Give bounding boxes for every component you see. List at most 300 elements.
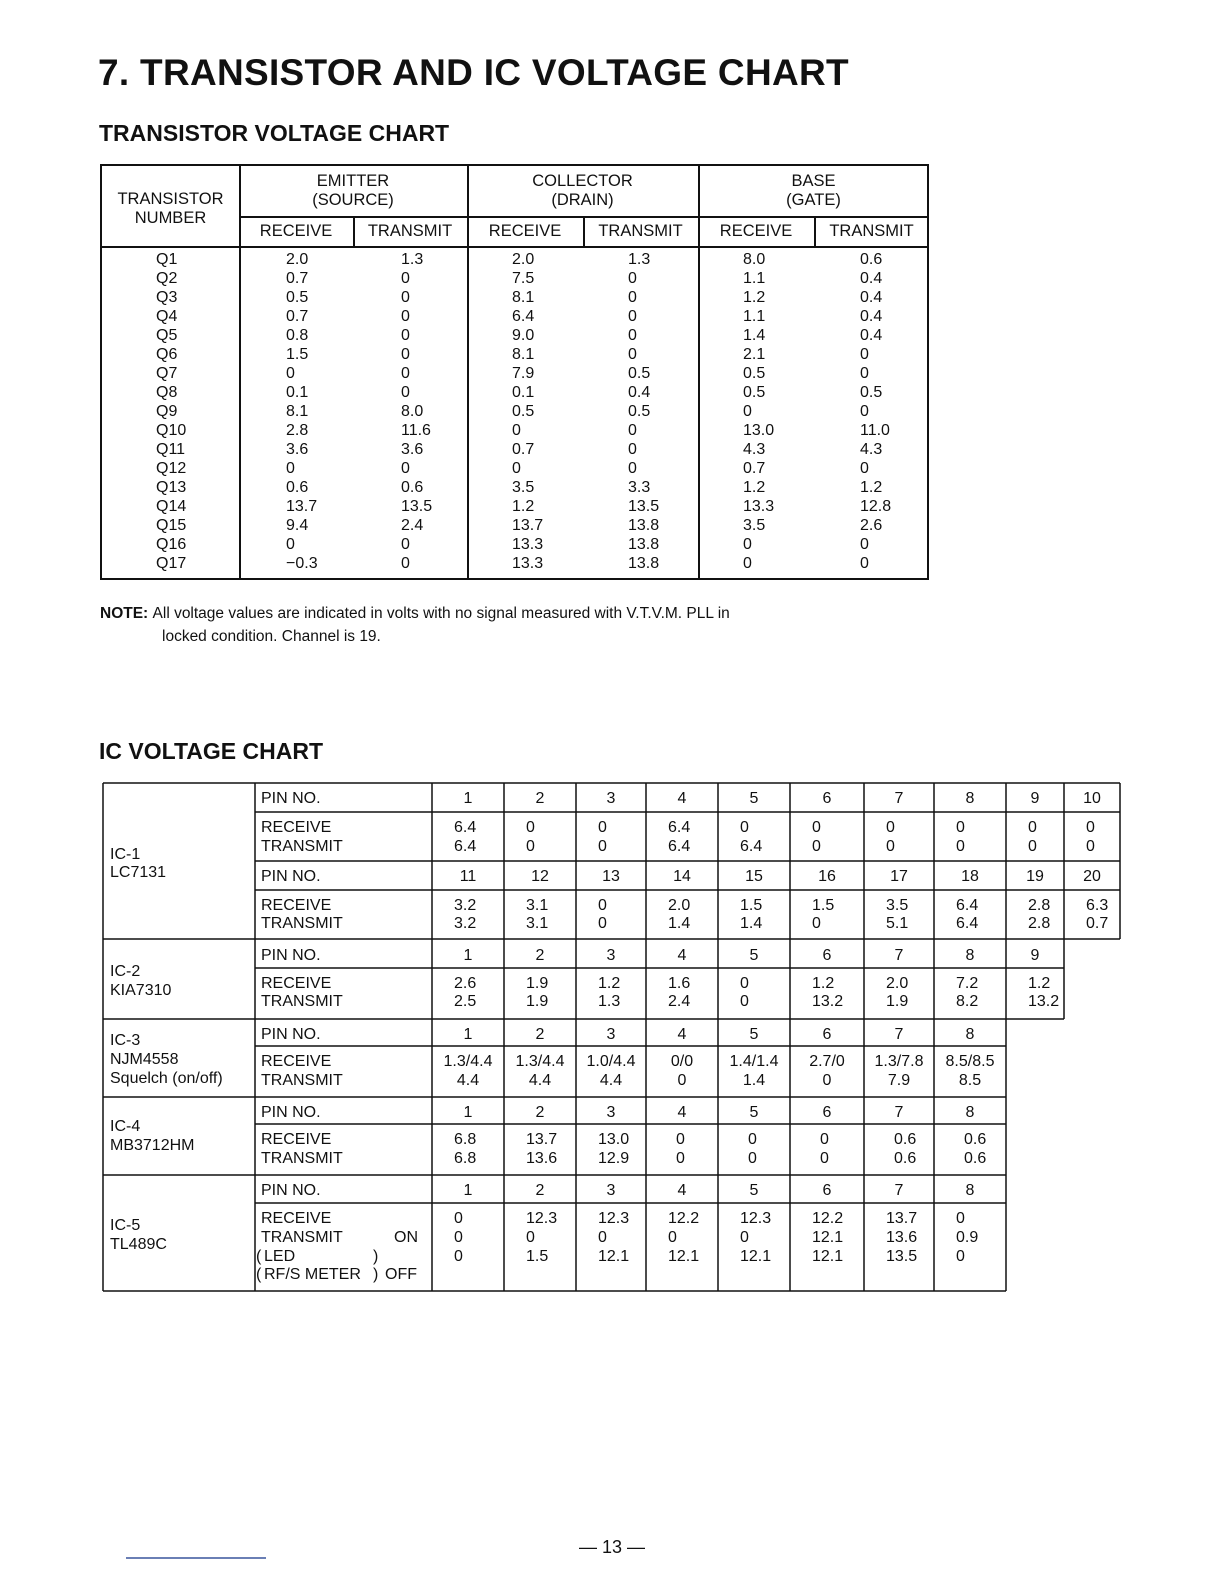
ic5-transmit-label: TRANSMIT bbox=[261, 1229, 343, 1246]
voltage-cell: 13.8 bbox=[628, 555, 660, 572]
voltage-cell: 12.2 bbox=[812, 1210, 844, 1227]
voltage-cell: 1.3 bbox=[628, 251, 651, 268]
note-line2: locked condition. Channel is 19. bbox=[162, 628, 381, 645]
pin-number: 4 bbox=[677, 790, 687, 807]
voltage-cell: 0 bbox=[748, 1150, 757, 1167]
voltage-cell: 1.2 bbox=[812, 975, 835, 992]
voltage-cell: 13.5 bbox=[401, 498, 433, 515]
voltage-cell: 1.4 bbox=[740, 915, 763, 932]
pin-number: 6 bbox=[822, 790, 832, 807]
pin-number: 7 bbox=[894, 1026, 904, 1043]
voltage-cell: 0 bbox=[860, 536, 869, 553]
voltage-cell: 7.2 bbox=[956, 975, 979, 992]
voltage-cell: 0 bbox=[598, 915, 607, 932]
voltage-cell: 8.2 bbox=[956, 993, 979, 1010]
voltage-cell: 0 bbox=[740, 993, 749, 1010]
voltage-cell: 3.5 bbox=[743, 517, 766, 534]
pin-number: 6 bbox=[822, 947, 832, 964]
transistor-q14: Q14 bbox=[156, 498, 187, 515]
voltage-cell: 0.6 bbox=[401, 479, 424, 496]
voltage-cell: 0 bbox=[1086, 819, 1095, 836]
voltage-cell: 1.6 bbox=[668, 975, 691, 992]
ic1-pin-label: PIN NO. bbox=[261, 790, 321, 807]
voltage-cell: 13.7 bbox=[512, 517, 544, 534]
voltage-cell: 0 bbox=[512, 460, 521, 477]
voltage-cell: 0 bbox=[748, 1131, 757, 1148]
transistor-q6: Q6 bbox=[156, 346, 178, 363]
voltage-cell: 0 bbox=[628, 346, 637, 363]
voltage-cell: 13.5 bbox=[886, 1248, 918, 1265]
voltage-cell: 3.2 bbox=[454, 915, 477, 932]
voltage-cell: 0.1 bbox=[512, 384, 535, 401]
voltage-cell: 12.1 bbox=[812, 1229, 844, 1246]
voltage-cell: 0 bbox=[740, 975, 749, 992]
pin-number: 3 bbox=[606, 947, 616, 964]
base-label: BASE bbox=[791, 172, 836, 190]
pin-number: 1 bbox=[463, 1182, 473, 1199]
voltage-cell: 1.2 bbox=[598, 975, 621, 992]
emitter-transmit-header: TRANSMIT bbox=[367, 222, 453, 240]
voltage-cell: 0 bbox=[812, 915, 821, 932]
voltage-cell: 0.7 bbox=[286, 308, 309, 325]
voltage-cell: 0.5 bbox=[743, 365, 766, 382]
voltage-cell: 12.1 bbox=[812, 1248, 844, 1265]
voltage-cell: 2.7/0 bbox=[809, 1053, 845, 1070]
pin-number: 20 bbox=[1083, 868, 1101, 885]
voltage-cell: 1.5 bbox=[526, 1248, 549, 1265]
ic1-pin-label-b: PIN NO. bbox=[261, 868, 321, 885]
note-label: NOTE: bbox=[100, 605, 149, 622]
pin-number: 8 bbox=[965, 1104, 975, 1121]
voltage-cell: 13.7 bbox=[286, 498, 318, 515]
voltage-cell: 0.5 bbox=[286, 289, 309, 306]
voltage-cell: 2.4 bbox=[401, 517, 424, 534]
ic1-receive-label-b: RECEIVE bbox=[261, 897, 332, 914]
voltage-cell: 0.4 bbox=[628, 384, 651, 401]
voltage-cell: 13.7 bbox=[886, 1210, 918, 1227]
voltage-cell: 0 bbox=[860, 403, 869, 420]
voltage-cell: 1.2 bbox=[512, 498, 535, 515]
pin-number: 11 bbox=[459, 868, 477, 885]
pin-number: 18 bbox=[961, 868, 979, 885]
pin-number: 7 bbox=[894, 1182, 904, 1199]
voltage-cell: 0 bbox=[676, 1150, 685, 1167]
voltage-cell: 8.1 bbox=[512, 346, 535, 363]
pin-number: 7 bbox=[894, 790, 904, 807]
voltage-cell: 0 bbox=[454, 1210, 463, 1227]
voltage-cell: 0 bbox=[628, 270, 637, 287]
ic5-receive-label: RECEIVE bbox=[261, 1210, 332, 1227]
voltage-cell: 3.1 bbox=[526, 915, 549, 932]
voltage-cell: 2.8 bbox=[1028, 915, 1051, 932]
pin-number: 1 bbox=[463, 790, 473, 807]
voltage-cell: 1.5 bbox=[286, 346, 309, 363]
voltage-cell: 0.7 bbox=[512, 441, 535, 458]
voltage-cell: 1.2 bbox=[743, 479, 766, 496]
voltage-cell: 2.6 bbox=[860, 517, 883, 534]
voltage-cell: 5.1 bbox=[886, 915, 909, 932]
voltage-cell: 0 bbox=[860, 346, 869, 363]
voltage-cell: 0.6 bbox=[894, 1150, 917, 1167]
voltage-cell: 0 bbox=[820, 1150, 829, 1167]
voltage-cell: 0 bbox=[820, 1131, 829, 1148]
voltage-cell: 0 bbox=[526, 819, 535, 836]
voltage-cell: 3.6 bbox=[401, 441, 424, 458]
ic4-receive-label: RECEIVE bbox=[261, 1131, 332, 1148]
ic5-paren-right-2: ) bbox=[373, 1266, 379, 1283]
voltage-cell: 6.4 bbox=[668, 838, 691, 855]
pin-number: 2 bbox=[535, 1182, 545, 1199]
voltage-cell: 13.0 bbox=[598, 1131, 630, 1148]
transistor-q8: Q8 bbox=[156, 384, 178, 401]
pin-number: 5 bbox=[749, 1182, 759, 1199]
voltage-cell: 2.8 bbox=[286, 422, 309, 439]
voltage-cell: 0 bbox=[401, 289, 410, 306]
pin-number: 3 bbox=[606, 1104, 616, 1121]
voltage-cell: 13.8 bbox=[628, 517, 660, 534]
voltage-cell: 0 bbox=[526, 1229, 535, 1246]
voltage-cell: 13.2 bbox=[812, 993, 844, 1010]
pin-number: 8 bbox=[965, 790, 975, 807]
ic3-receive-label: RECEIVE bbox=[261, 1053, 332, 1070]
pin-number: 15 bbox=[745, 868, 763, 885]
voltage-cell: 0 bbox=[526, 838, 535, 855]
voltage-cell: 0.6 bbox=[894, 1131, 917, 1148]
voltage-cell: 0 bbox=[401, 308, 410, 325]
voltage-cell: 6.4 bbox=[740, 838, 763, 855]
ic2-receive-label: RECEIVE bbox=[261, 975, 332, 992]
ic3-part: NJM4558 bbox=[110, 1051, 179, 1068]
voltage-cell: 1.1 bbox=[743, 308, 766, 325]
voltage-cell: 0.4 bbox=[860, 289, 883, 306]
voltage-cell: 3.1 bbox=[526, 897, 549, 914]
transistor-q12: Q12 bbox=[156, 460, 187, 477]
pin-number: 6 bbox=[822, 1182, 832, 1199]
voltage-cell: 0 bbox=[401, 346, 410, 363]
voltage-cell: 2.5 bbox=[454, 993, 477, 1010]
transistor-q4: Q4 bbox=[156, 308, 178, 325]
voltage-cell: 0 bbox=[668, 1229, 677, 1246]
voltage-cell: 3.6 bbox=[286, 441, 309, 458]
voltage-cell: 12.1 bbox=[668, 1248, 700, 1265]
transistor-q10: Q10 bbox=[156, 422, 187, 439]
voltage-cell: 8.0 bbox=[401, 403, 424, 420]
voltage-cell: 0 bbox=[740, 819, 749, 836]
voltage-cell: 0 bbox=[512, 422, 521, 439]
voltage-cell: 2.8 bbox=[1028, 897, 1051, 914]
voltage-cell: 0 bbox=[1028, 838, 1037, 855]
transistor-q5: Q5 bbox=[156, 327, 178, 344]
voltage-cell: 0 bbox=[740, 1229, 749, 1246]
transistor-q1: Q1 bbox=[156, 251, 178, 268]
page-number: — 13 — bbox=[578, 1537, 646, 1557]
voltage-cell: 12.3 bbox=[598, 1210, 630, 1227]
voltage-cell: 4.4 bbox=[456, 1072, 480, 1089]
ic5-paren-left-2: ( bbox=[256, 1266, 262, 1283]
ic5-off-label: OFF bbox=[385, 1266, 417, 1283]
base-receive-header: RECEIVE bbox=[719, 222, 793, 240]
ic5-pin-label: PIN NO. bbox=[261, 1182, 321, 1199]
voltage-cell: 0.4 bbox=[860, 270, 883, 287]
voltage-cell: 1.2 bbox=[860, 479, 883, 496]
voltage-cell: 8.0 bbox=[743, 251, 766, 268]
pin-number: 5 bbox=[749, 947, 759, 964]
transistor-q13: Q13 bbox=[156, 479, 187, 496]
voltage-cell: 0.5 bbox=[628, 365, 651, 382]
voltage-cell: 0 bbox=[1086, 838, 1095, 855]
voltage-cell: 12.1 bbox=[740, 1248, 772, 1265]
ic1-receive-label: RECEIVE bbox=[261, 819, 332, 836]
voltage-cell: 0 bbox=[956, 838, 965, 855]
voltage-cell: 0.6 bbox=[964, 1150, 987, 1167]
voltage-cell: 9.0 bbox=[512, 327, 535, 344]
voltage-cell: 0 bbox=[628, 308, 637, 325]
voltage-cell: 3.2 bbox=[454, 897, 477, 914]
pin-number: 10 bbox=[1083, 790, 1101, 807]
transistor-q9: Q9 bbox=[156, 403, 178, 420]
voltage-cell: 0 bbox=[743, 403, 752, 420]
pin-number: 2 bbox=[535, 1026, 545, 1043]
voltage-cell: 4.3 bbox=[743, 441, 766, 458]
voltage-cell: 0 bbox=[401, 460, 410, 477]
collector-receive-header: RECEIVE bbox=[488, 222, 562, 240]
pin-number: 19 bbox=[1026, 868, 1044, 885]
voltage-cell: 0 bbox=[628, 422, 637, 439]
voltage-cell: 7.9 bbox=[887, 1072, 911, 1089]
ic5-name: IC-5 bbox=[110, 1217, 141, 1234]
voltage-cell: 0.7 bbox=[1086, 915, 1109, 932]
pin-number: 1 bbox=[463, 1026, 473, 1043]
voltage-cell: 2.0 bbox=[286, 251, 309, 268]
voltage-cell: 0 bbox=[677, 1072, 687, 1089]
voltage-cell: 0 bbox=[401, 384, 410, 401]
voltage-cell: 4.3 bbox=[860, 441, 883, 458]
voltage-cell: 0 bbox=[401, 270, 410, 287]
ic5-led-label: LED bbox=[264, 1248, 296, 1265]
voltage-cell: 13.3 bbox=[512, 555, 544, 572]
collector-transmit-header: TRANSMIT bbox=[598, 222, 683, 240]
voltage-cell: 0.5 bbox=[743, 384, 766, 401]
voltage-cell: 0 bbox=[598, 838, 607, 855]
voltage-cell: 0 bbox=[956, 1248, 965, 1265]
voltage-cell: 1.4 bbox=[743, 327, 766, 344]
voltage-cell: 0 bbox=[286, 536, 295, 553]
voltage-cell: 0 bbox=[628, 327, 637, 344]
voltage-cell: 0 bbox=[401, 536, 410, 553]
ic3-note: Squelch (on/off) bbox=[110, 1070, 223, 1087]
pin-number: 9 bbox=[1030, 947, 1040, 964]
number-header-line1: TRANSISTOR bbox=[117, 190, 224, 208]
note-line1: All voltage values are indicated in volts with no signal measured with V.T.V.M. PLL in bbox=[152, 605, 730, 622]
voltage-cell: 12.9 bbox=[598, 1150, 630, 1167]
voltage-cell: 0 bbox=[401, 327, 410, 344]
voltage-cell: 0 bbox=[598, 819, 607, 836]
ic4-pin-label: PIN NO. bbox=[261, 1104, 321, 1121]
voltage-cell: 13.3 bbox=[743, 498, 775, 515]
pin-number: 13 bbox=[602, 868, 620, 885]
voltage-cell: 1.3/7.8 bbox=[874, 1053, 924, 1070]
transistor-q3: Q3 bbox=[156, 289, 178, 306]
voltage-cell: 0 bbox=[628, 441, 637, 458]
voltage-cell: 0 bbox=[743, 536, 752, 553]
voltage-cell: 0 bbox=[956, 1210, 965, 1227]
voltage-cell: 0.5 bbox=[512, 403, 535, 420]
voltage-cell: 0 bbox=[743, 555, 752, 572]
voltage-cell: 13.6 bbox=[526, 1150, 558, 1167]
voltage-cell: 0 bbox=[860, 555, 869, 572]
bottom-rule bbox=[126, 1557, 266, 1559]
pin-number: 2 bbox=[535, 1104, 545, 1121]
ic5-paren-left: ( bbox=[256, 1248, 262, 1265]
voltage-cell: 13.3 bbox=[512, 536, 544, 553]
pin-number: 5 bbox=[749, 1026, 759, 1043]
pin-number: 8 bbox=[965, 1026, 975, 1043]
ic2-name: IC-2 bbox=[110, 963, 141, 980]
voltage-cell: 0 bbox=[812, 838, 821, 855]
ic5-paren-right: ) bbox=[373, 1248, 379, 1265]
ic2-part: KIA7310 bbox=[110, 982, 172, 999]
voltage-cell: 1.1 bbox=[743, 270, 766, 287]
pin-number: 14 bbox=[673, 868, 691, 885]
voltage-cell: 0 bbox=[286, 460, 295, 477]
pin-number: 6 bbox=[822, 1104, 832, 1121]
voltage-cell: 2.0 bbox=[512, 251, 535, 268]
voltage-cell: 6.8 bbox=[454, 1131, 477, 1148]
pin-number: 3 bbox=[606, 1026, 616, 1043]
voltage-cell: 11.6 bbox=[401, 422, 431, 439]
voltage-cell: 0 bbox=[860, 460, 869, 477]
voltage-cell: 6.4 bbox=[512, 308, 535, 325]
voltage-cell: 0.4 bbox=[860, 327, 883, 344]
voltage-cell: 6.4 bbox=[668, 819, 691, 836]
voltage-cell: 0 bbox=[454, 1229, 463, 1246]
voltage-cell: 0/0 bbox=[670, 1053, 694, 1070]
voltage-cell: 0.8 bbox=[286, 327, 309, 344]
pin-number: 2 bbox=[535, 790, 545, 807]
collector-label: COLLECTOR bbox=[532, 172, 633, 190]
number-header-line2: NUMBER bbox=[134, 209, 207, 227]
pin-number: 17 bbox=[890, 868, 908, 885]
voltage-cell: 3.5 bbox=[512, 479, 535, 496]
voltage-cell: 0.5 bbox=[628, 403, 651, 420]
ic4-name: IC-4 bbox=[110, 1118, 141, 1135]
voltage-cell: 8.1 bbox=[512, 289, 535, 306]
ic1-transmit-label: TRANSMIT bbox=[261, 838, 343, 855]
voltage-cell: 0.4 bbox=[860, 308, 883, 325]
voltage-cell: 1.9 bbox=[886, 993, 909, 1010]
voltage-cell: 1.3 bbox=[598, 993, 621, 1010]
pin-number: 7 bbox=[894, 947, 904, 964]
voltage-cell: 0.6 bbox=[860, 251, 883, 268]
voltage-cell: 0.9 bbox=[956, 1229, 979, 1246]
emitter-receive-header: RECEIVE bbox=[259, 222, 333, 240]
ic1-name: IC-1 bbox=[110, 846, 141, 863]
pin-number: 9 bbox=[1030, 790, 1040, 807]
ic1-transmit-label-b: TRANSMIT bbox=[261, 915, 343, 932]
voltage-cell: 12.8 bbox=[860, 498, 892, 515]
voltage-cell: 7.9 bbox=[512, 365, 535, 382]
voltage-cell: 2.4 bbox=[668, 993, 691, 1010]
pin-number: 6 bbox=[822, 1026, 832, 1043]
transistor-chart-heading: TRANSISTOR VOLTAGE CHART bbox=[99, 120, 450, 146]
voltage-cell: 1.9 bbox=[526, 975, 549, 992]
voltage-cell: 13.8 bbox=[628, 536, 660, 553]
ic4-transmit-label: TRANSMIT bbox=[261, 1150, 343, 1167]
voltage-cell: 13.6 bbox=[886, 1229, 918, 1246]
transistor-q7: Q7 bbox=[156, 365, 178, 382]
voltage-cell: 6.4 bbox=[454, 819, 477, 836]
voltage-cell: 0.5 bbox=[860, 384, 883, 401]
voltage-cell: 13.0 bbox=[743, 422, 775, 439]
ic5-part: TL489C bbox=[110, 1236, 167, 1253]
ic3-name: IC-3 bbox=[110, 1032, 141, 1049]
voltage-cell: 8.1 bbox=[286, 403, 309, 420]
pin-number: 2 bbox=[535, 947, 545, 964]
voltage-cell: 1.5 bbox=[740, 897, 763, 914]
voltage-cell: 0 bbox=[956, 819, 965, 836]
voltage-cell: 2.0 bbox=[668, 897, 691, 914]
pin-number: 4 bbox=[677, 1026, 687, 1043]
voltage-cell: 1.3/4.4 bbox=[443, 1053, 493, 1070]
pin-number: 5 bbox=[749, 1104, 759, 1121]
voltage-cell: 12.3 bbox=[526, 1210, 558, 1227]
voltage-cell: 12.1 bbox=[598, 1248, 630, 1265]
voltage-cell: 1.5 bbox=[812, 897, 835, 914]
base-transmit-header: TRANSMIT bbox=[829, 222, 914, 240]
ic4-part: MB3712HM bbox=[110, 1137, 195, 1154]
pin-number: 16 bbox=[818, 868, 836, 885]
transistor-q11: Q11 bbox=[156, 441, 186, 458]
ic5-meter-label: RF/S METER bbox=[264, 1266, 361, 1283]
voltage-cell: 13.5 bbox=[628, 498, 660, 515]
voltage-cell: 6.3 bbox=[1086, 897, 1109, 914]
voltage-cell: 1.3/4.4 bbox=[515, 1053, 565, 1070]
voltage-cell: 6.4 bbox=[956, 897, 979, 914]
voltage-cell: 2.0 bbox=[886, 975, 909, 992]
ic5-on-label: ON bbox=[394, 1229, 418, 1246]
ic-chart-heading: IC VOLTAGE CHART bbox=[99, 738, 324, 764]
ic2-pin-label: PIN NO. bbox=[261, 947, 321, 964]
voltage-cell: 0.1 bbox=[286, 384, 309, 401]
voltage-cell: 3.3 bbox=[628, 479, 651, 496]
voltage-cell: 7.5 bbox=[512, 270, 535, 287]
pin-number: 12 bbox=[531, 868, 549, 885]
source-label: (SOURCE) bbox=[312, 191, 394, 209]
voltage-cell: 11.0 bbox=[860, 422, 890, 439]
voltage-cell: 1.4/1.4 bbox=[729, 1053, 779, 1070]
voltage-cell: 12.2 bbox=[668, 1210, 700, 1227]
pin-number: 3 bbox=[606, 790, 616, 807]
voltage-cell: 4.4 bbox=[528, 1072, 552, 1089]
drain-label: (DRAIN) bbox=[551, 191, 614, 209]
voltage-cell: 0.6 bbox=[964, 1131, 987, 1148]
voltage-cell: 1.3 bbox=[401, 251, 424, 268]
voltage-cell: 8.5/8.5 bbox=[945, 1053, 995, 1070]
voltage-cell: 0 bbox=[812, 819, 821, 836]
pin-number: 4 bbox=[677, 1104, 687, 1121]
pin-number: 4 bbox=[677, 1182, 687, 1199]
voltage-cell: 4.4 bbox=[599, 1072, 623, 1089]
voltage-cell: 8.5 bbox=[958, 1072, 982, 1089]
pin-number: 4 bbox=[677, 947, 687, 964]
voltage-cell: 0 bbox=[628, 289, 637, 306]
voltage-cell: 6.4 bbox=[956, 915, 979, 932]
voltage-cell: 1.9 bbox=[526, 993, 549, 1010]
pin-number: 8 bbox=[965, 1182, 975, 1199]
voltage-cell: 1.4 bbox=[668, 915, 691, 932]
pin-number: 7 bbox=[894, 1104, 904, 1121]
ic2-transmit-label: TRANSMIT bbox=[261, 993, 343, 1010]
